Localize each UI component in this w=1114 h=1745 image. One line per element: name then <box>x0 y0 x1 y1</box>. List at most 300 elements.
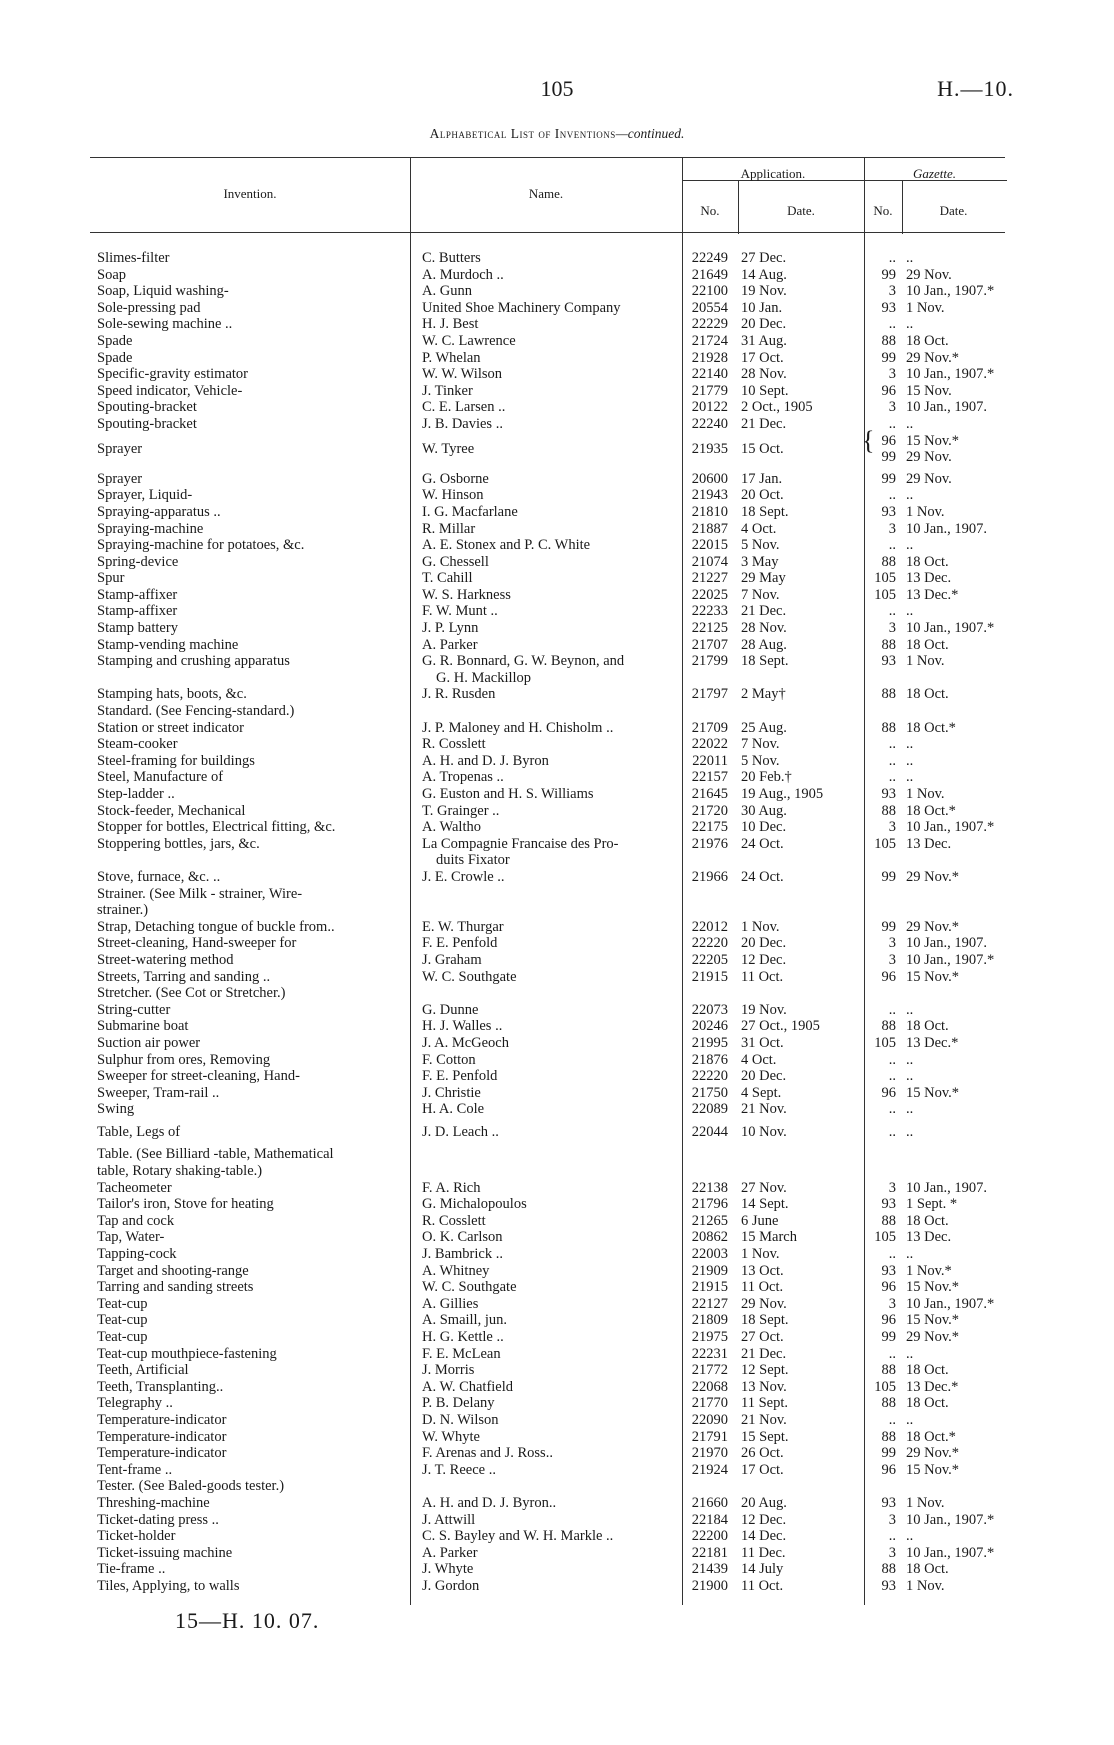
title-text: Alphabetical List of Inventions <box>429 126 616 141</box>
gazette-number-cell: 3 <box>888 935 896 952</box>
invention-cell: Spur <box>97 570 125 587</box>
invention-cell: Soap, Liquid washing- <box>97 283 229 300</box>
page-number: 105 <box>540 76 574 101</box>
gazette-number-cell: 3 <box>888 1544 896 1561</box>
gazette-date-cell: .. <box>906 537 914 554</box>
table-row <box>0 703 1114 720</box>
name-cell: A. W. Chatfield <box>422 1378 514 1395</box>
table-row <box>0 587 1114 604</box>
invention-cell: Table, Legs of <box>97 1123 181 1140</box>
brace-glyph: { <box>862 425 875 455</box>
application-number-cell: 20554 <box>691 299 728 316</box>
table-row <box>0 1412 1114 1429</box>
application-number-cell: 21975 <box>691 1329 728 1345</box>
gazette-number-cell: 88 <box>881 1212 896 1229</box>
application-number-cell: 21709 <box>691 719 728 736</box>
gazette-date-cell: 13 Dec. <box>906 1229 952 1246</box>
gazette-number-cell: 96 <box>881 1279 896 1296</box>
gazette-number-cell: 88 <box>881 686 896 703</box>
gazette-number-cell: 99 <box>881 349 896 366</box>
name-cell: D. N. Wilson <box>422 1411 499 1428</box>
gazette-date-cell: .. <box>906 736 914 753</box>
application-date-cell: 3 May <box>741 553 779 570</box>
invention-cell: Stove, furnace, &c. .. <box>97 868 221 885</box>
application-date-cell: 11 Sept. <box>741 1395 788 1412</box>
table-row <box>0 487 1114 504</box>
application-number-cell: 21796 <box>691 1196 728 1213</box>
name-cell: I. G. Macfarlane <box>422 503 518 520</box>
application-number-cell: 22229 <box>691 316 728 333</box>
application-date-cell: 21 Dec. <box>741 603 787 620</box>
gazette-number-cell: 105 <box>874 586 896 603</box>
name-cell: G. Dunne <box>422 1001 479 1018</box>
invention-cell: Tester. (See Baled-goods tester.) <box>97 1478 285 1495</box>
table-row <box>0 935 1114 952</box>
name-cell: J. Morris <box>422 1362 475 1379</box>
gazette-number-cell: 3 <box>888 951 896 968</box>
application-date-cell: 21 Dec. <box>741 1345 787 1362</box>
table-row <box>0 471 1114 488</box>
gazette-date-cell: .. <box>906 1051 914 1068</box>
gazette-date-cell: 10 Jan., 1907. <box>906 520 987 537</box>
application-date-cell: 14 Sept. <box>741 1196 789 1213</box>
invention-cell: Tailor's iron, Stove for heating <box>97 1196 274 1213</box>
application-number-cell: 22240 <box>691 415 728 432</box>
name-cell: A. Tropenas .. <box>422 769 504 786</box>
gazette-date-cell: .. <box>906 1101 914 1118</box>
gazette-date-cell: 10 Jan., 1907.* <box>906 819 995 836</box>
application-date-cell: 12 Dec. <box>741 951 787 968</box>
gazette-date-cell: 10 Jan., 1907.* <box>906 1511 995 1528</box>
application-date-cell: 15 Sept. <box>741 1428 789 1445</box>
gazette-date-cell: 10 Jan., 1907.* <box>906 1544 995 1561</box>
invention-cell: Temperature-indicator <box>97 1445 227 1462</box>
name-cell: J. B. Davies .. <box>422 415 503 432</box>
gazette-date-cell: 10 Jan., 1907.* <box>906 951 995 968</box>
gazette-number-cell: 3 <box>888 1511 896 1528</box>
name-cell: C. E. Larsen .. <box>422 399 506 416</box>
gazette-date-cell: 1 Nov. <box>906 503 945 520</box>
gazette-number-cell: .. <box>888 537 896 554</box>
application-date-cell: 13 Oct. <box>741 1262 784 1279</box>
table-row <box>0 786 1114 803</box>
application-date-cell: 17 Oct. <box>741 1461 784 1478</box>
gazette-number-cell: 105 <box>874 570 896 587</box>
application-date-cell: 21 Dec. <box>741 415 787 432</box>
gazette-date-cell: .. <box>906 415 914 432</box>
application-number-cell: 21900 <box>691 1577 728 1594</box>
name-cell: W. W. Wilson <box>422 366 502 383</box>
gazette-date-cell: 10 Jan., 1907.* <box>906 283 995 300</box>
table-row <box>0 1018 1114 1035</box>
application-date-cell: 27 Oct. <box>741 1329 784 1345</box>
application-date-cell: 24 Oct. <box>741 868 784 885</box>
name-cell: A. H. and D. J. Byron.. <box>422 1494 557 1511</box>
table-row <box>0 366 1114 383</box>
gazette-number-cell: 88 <box>881 553 896 570</box>
header-application: Application. <box>740 166 806 181</box>
name-cell: J. A. McGeoch <box>422 1034 509 1051</box>
table-row <box>0 1068 1114 1085</box>
invention-cell: Stamp battery <box>97 620 178 637</box>
application-date-cell: 31 Aug. <box>741 332 787 349</box>
gazette-date-cell: 29 Nov.* <box>906 868 960 885</box>
gazette-date-cell: .. <box>906 1246 914 1263</box>
invention-cell: Tent-frame .. <box>97 1461 173 1478</box>
gazette-number-cell: 88 <box>881 1395 896 1412</box>
invention-cell: Step-ladder .. <box>97 786 175 802</box>
gazette-date-cell: 29 Nov.* <box>906 1329 960 1345</box>
application-date-cell: 20 Feb.† <box>741 769 792 786</box>
application-number-cell: 21720 <box>691 802 728 819</box>
application-date-cell: 10 Nov. <box>741 1123 787 1140</box>
table-row <box>0 1246 1114 1263</box>
gazette-date-cell: 15 Nov.* <box>906 1312 960 1329</box>
application-date-cell: 18 Sept. <box>741 653 789 670</box>
name-cell: J. E. Crowle .. <box>422 868 505 885</box>
gazette-date-cell: .. <box>906 487 914 504</box>
application-date-cell: 7 Nov. <box>741 736 780 753</box>
application-date-cell: 29 Nov. <box>741 1295 787 1312</box>
table-row <box>0 383 1114 400</box>
gazette-number-cell: 3 <box>888 399 896 416</box>
table-row <box>0 1146 1114 1179</box>
invention-cell: Tapping-cock <box>97 1246 177 1263</box>
gazette-number-cell: .. <box>888 1123 896 1140</box>
table-row <box>0 686 1114 703</box>
application-number-cell: 21928 <box>691 349 728 366</box>
gazette-number-cell: .. <box>888 769 896 786</box>
table-row <box>0 1035 1114 1052</box>
gazette-number-cell: 99 <box>881 1329 896 1345</box>
invention-cell: Tacheometer <box>97 1179 172 1196</box>
gazette-date-cell: 10 Jan., 1907.* <box>906 620 995 637</box>
table-row <box>0 250 1114 267</box>
invention-cell: Strainer. (See Milk - strainer, Wire- <box>97 885 303 902</box>
gazette-date-cell: 18 Oct.* <box>906 802 956 819</box>
invention-cell: Street-watering method <box>97 951 234 968</box>
table-row <box>0 1395 1114 1412</box>
header-invention: Invention. <box>223 186 277 201</box>
page-title <box>0 126 1114 142</box>
name-cell: F. E. Penfold <box>422 1068 498 1085</box>
table-row <box>0 300 1114 317</box>
application-date-cell: 24 Oct. <box>741 835 784 852</box>
invention-cell: Steel-framing for buildings <box>97 752 255 769</box>
gazette-date-cell: 29 Nov. <box>906 470 952 487</box>
gazette-date-cell: 10 Jan., 1907.* <box>906 1295 995 1312</box>
gazette-number-cell: .. <box>888 250 896 266</box>
printer-signature: 15—H. 10. 07. <box>175 1608 320 1633</box>
invention-cell: Spade <box>97 349 133 366</box>
application-date-cell: 5 Nov. <box>741 752 780 769</box>
application-date-cell: 7 Nov. <box>741 586 780 603</box>
name-cell: A. Gillies <box>422 1295 479 1312</box>
name-cell: H. J. Best <box>422 316 479 333</box>
table-row <box>0 603 1114 620</box>
application-date-cell: 14 Dec. <box>741 1528 787 1545</box>
name-cell: G. Euston and H. S. Williams <box>422 786 594 802</box>
application-number-cell: 21649 <box>691 266 728 283</box>
name-cell: W. Hinson <box>422 487 484 504</box>
table-row <box>0 819 1114 836</box>
application-date-cell: 19 Aug., 1905 <box>741 786 824 802</box>
application-number-cell: 22140 <box>691 366 728 383</box>
application-number-cell: 22231 <box>691 1345 728 1362</box>
gazette-date-cell: 15 Nov. <box>906 382 952 399</box>
name-cell: F. Cotton <box>422 1051 476 1068</box>
application-date-cell: 30 Aug. <box>741 802 787 819</box>
application-number-cell: 22100 <box>691 283 728 300</box>
application-number-cell: 21943 <box>691 487 728 504</box>
gazette-date-cell: .. <box>906 1001 914 1018</box>
gazette-date-cell: 13 Dec.* <box>906 586 959 603</box>
table-row <box>0 969 1114 986</box>
application-date-cell: 15 Oct. <box>741 440 784 457</box>
gazette-date-cell: .. <box>906 1528 914 1545</box>
application-date-cell: 19 Nov. <box>741 283 787 300</box>
invention-cell: Spouting-bracket <box>97 415 197 432</box>
gazette-date-cell: 1 Nov. <box>906 653 945 670</box>
gazette-number-cell: 88 <box>881 1428 896 1445</box>
application-number-cell: 21976 <box>691 835 728 852</box>
invention-cell: Street-cleaning, Hand-sweeper for <box>97 935 297 952</box>
invention-cell: Speed indicator, Vehicle- <box>97 382 243 399</box>
table-top-rule <box>90 157 1005 158</box>
application-date-cell: 13 Nov. <box>741 1378 787 1395</box>
table-row <box>0 869 1114 886</box>
table-row <box>0 521 1114 538</box>
name-cell: H. J. Walles .. <box>422 1018 503 1035</box>
application-number-cell: 21074 <box>691 553 728 570</box>
gazette-number-cell: 96 <box>881 1461 896 1478</box>
application-number-cell: 22073 <box>691 1001 728 1018</box>
application-date-cell: 1 Nov. <box>741 918 780 935</box>
application-number-cell: 22090 <box>691 1411 728 1428</box>
invention-cell: Spraying-machine <box>97 520 204 537</box>
application-date-cell: 25 Aug. <box>741 719 787 736</box>
name-cell: W. Tyree <box>422 440 475 457</box>
invention-cell: Stopper for bottles, Electrical fitting, &c. <box>97 819 336 836</box>
name-cell: H. G. Kettle .. <box>422 1329 504 1345</box>
gazette-number-cell: 96 <box>881 432 896 449</box>
gazette-number-cell: .. <box>888 1001 896 1018</box>
gazette-date-cell: 18 Oct.* <box>906 719 956 736</box>
invention-cell-cont: table, Rotary shaking-table.) <box>97 1163 263 1180</box>
name-cell: E. W. Thurgar <box>422 918 504 935</box>
table-row <box>0 1180 1114 1197</box>
gazette-date-cell: .. <box>906 752 914 769</box>
gazette-number-cell: .. <box>888 736 896 753</box>
table-row <box>0 1462 1114 1479</box>
application-number-cell: 22138 <box>691 1179 728 1196</box>
invention-cell: Sprayer <box>97 440 143 457</box>
invention-cell: Sprayer <box>97 470 143 487</box>
application-date-cell: 2 May† <box>741 686 786 703</box>
invention-cell: Swing <box>97 1101 135 1118</box>
gazette-date-cell: 1 Nov. <box>906 1494 945 1511</box>
table-row <box>0 1052 1114 1069</box>
gazette-date-cell: .. <box>906 1411 914 1428</box>
application-number-cell: 22012 <box>691 918 728 935</box>
gazette-date-cell: .. <box>906 1068 914 1085</box>
name-cell: F. E. Penfold <box>422 935 498 952</box>
name-cell: A. Waltho <box>422 819 481 836</box>
application-date-cell: 27 Dec. <box>741 250 787 266</box>
gazette-number-cell: 93 <box>881 299 896 316</box>
gazette-number-cell: 105 <box>874 1034 896 1051</box>
name-cell: P. Whelan <box>422 349 481 366</box>
application-date-cell: 4 Sept. <box>741 1084 782 1101</box>
application-number-cell: 21772 <box>691 1362 728 1379</box>
table-row <box>0 1545 1114 1562</box>
table-row <box>0 1528 1114 1545</box>
application-number-cell: 21887 <box>691 520 728 537</box>
table-row <box>0 1329 1114 1346</box>
application-date-cell: 28 Nov. <box>741 366 787 383</box>
gazette-number-cell: 3 <box>888 366 896 383</box>
application-number-cell: 21876 <box>691 1051 728 1068</box>
application-number-cell: 21439 <box>691 1561 728 1578</box>
name-cell: A. Parker <box>422 1544 478 1561</box>
invention-cell: Ticket-holder <box>97 1528 176 1545</box>
gazette-date-cell: 15 Nov.* <box>906 1279 960 1296</box>
application-date-cell: 10 Sept. <box>741 382 789 399</box>
gazette-date-cell: 15 Nov.* <box>906 968 960 985</box>
application-date-cell: 18 Sept. <box>741 503 789 520</box>
gazette-date-cell: 29 Nov.* <box>906 349 960 366</box>
application-number-cell: 21227 <box>691 570 728 587</box>
invention-cell: Stamping and crushing apparatus <box>97 653 290 670</box>
gazette-number-cell: 88 <box>881 332 896 349</box>
header-gaz-no: No. <box>873 203 893 218</box>
application-number-cell: 22220 <box>691 1068 728 1085</box>
gazette-date-cell: 15 Nov.* <box>906 1084 960 1101</box>
table-row <box>0 620 1114 637</box>
invention-cell: Stamp-affixer <box>97 603 178 620</box>
invention-cell: Spraying-apparatus .. <box>97 503 221 520</box>
invention-list <box>0 250 1114 1595</box>
table-row <box>0 1312 1114 1329</box>
gazette-number-cell: 3 <box>888 819 896 836</box>
gazette-date-cell: 1 Nov. <box>906 299 945 316</box>
application-number-cell: 22205 <box>691 951 728 968</box>
gazette-number-cell: 99 <box>881 449 896 466</box>
invention-cell: Tiles, Applying, to walls <box>97 1577 240 1594</box>
table-row <box>0 1101 1114 1118</box>
gazette-date-cell: 10 Jan., 1907. <box>906 1179 987 1196</box>
gazette-number-cell: .. <box>888 603 896 620</box>
invention-cell: Sole-sewing machine .. <box>97 316 233 333</box>
invention-cell: Teeth, Transplanting.. <box>97 1378 224 1395</box>
gazette-number-cell: .. <box>888 1246 896 1263</box>
application-date-cell: 20 Oct. <box>741 487 784 504</box>
application-number-cell: 21660 <box>691 1494 728 1511</box>
name-cell: J. P. Maloney and H. Chisholm .. <box>422 719 614 736</box>
application-date-cell: 18 Sept. <box>741 1312 789 1329</box>
application-date-cell: 1 Nov. <box>741 1246 780 1263</box>
table-row <box>0 1196 1114 1213</box>
table-row <box>0 399 1114 416</box>
name-cell: F. W. Munt .. <box>422 603 498 620</box>
name-cell: G. R. Bonnard, G. W. Beynon, and <box>422 653 625 670</box>
application-date-cell: 21 Nov. <box>741 1101 787 1118</box>
table-row <box>0 769 1114 786</box>
gazette-date-cell: 13 Dec.* <box>906 1034 959 1051</box>
gazette-number-cell: .. <box>888 1051 896 1068</box>
gazette-number-cell: .. <box>888 1411 896 1428</box>
name-cell: United Shoe Machinery Company <box>422 299 621 316</box>
table-row <box>0 985 1114 1002</box>
table-row <box>0 886 1114 919</box>
table-row <box>0 425 1114 471</box>
application-date-cell: 27 Oct., 1905 <box>741 1018 820 1035</box>
table-row <box>0 333 1114 350</box>
gazette-number-cell: 96 <box>881 382 896 399</box>
title-continued: —continued. <box>615 126 685 141</box>
gazette-number-cell: 88 <box>881 636 896 653</box>
application-date-cell: 31 Oct. <box>741 1034 784 1051</box>
application-number-cell: 22025 <box>691 586 728 603</box>
application-number-cell: 20246 <box>691 1018 728 1035</box>
invention-cell: Sprayer, Liquid- <box>97 487 193 504</box>
name-cell: A. Smaill, jun. <box>422 1312 507 1329</box>
name-cell: G. Michalopoulos <box>422 1196 527 1213</box>
gazette-number-cell: 3 <box>888 520 896 537</box>
invention-cell: Stretcher. (See Cot or Stretcher.) <box>97 985 286 1002</box>
gazette-date-cell: 1 Sept. * <box>906 1196 958 1213</box>
invention-cell: Steel, Manufacture of <box>97 769 224 786</box>
invention-cell: Spade <box>97 332 133 349</box>
gazette-number-cell: 99 <box>881 918 896 935</box>
table-row <box>0 653 1114 686</box>
gazette-date-cell: 13 Dec.* <box>906 1378 959 1395</box>
table-row <box>0 1213 1114 1230</box>
name-cell: J. Graham <box>422 951 482 968</box>
invention-cell: Steam-cooker <box>97 736 178 753</box>
application-number-cell: 22044 <box>691 1123 728 1140</box>
gazette-date-cell: .. <box>906 1123 914 1140</box>
table-row <box>0 1279 1114 1296</box>
table-row <box>0 1296 1114 1313</box>
gazette-number-cell: 93 <box>881 1494 896 1511</box>
invention-cell: Sulphur from ores, Removing <box>97 1051 271 1068</box>
invention-cell: Stamping hats, boots, &c. <box>97 686 247 703</box>
table-row <box>0 416 1114 433</box>
application-number-cell: 22127 <box>691 1295 728 1312</box>
table-row <box>0 1229 1114 1246</box>
application-date-cell: 2 Oct., 1905 <box>741 399 813 416</box>
gazette-date-cell: 18 Oct. <box>906 636 949 653</box>
application-number-cell: 21935 <box>691 440 728 457</box>
table-row <box>0 316 1114 333</box>
invention-cell: Soap <box>97 266 126 283</box>
gazette-date-cell: 10 Jan., 1907.* <box>906 366 995 383</box>
gazette-number-cell: 96 <box>881 1084 896 1101</box>
name-cell: J. Whyte <box>422 1561 474 1578</box>
gazette-number-cell: .. <box>888 415 896 432</box>
gazette-date-cell: 10 Jan., 1907. <box>906 935 987 952</box>
application-number-cell: 22003 <box>691 1246 728 1263</box>
name-cell: T. Grainger .. <box>422 802 500 819</box>
gazette-number-cell: 88 <box>881 1362 896 1379</box>
application-date-cell: 4 Oct. <box>741 1051 777 1068</box>
application-date-cell: 6 June <box>741 1212 779 1229</box>
table-row <box>0 720 1114 737</box>
gazette-date-cell: 13 Dec. <box>906 835 952 852</box>
gazette-number-cell: 3 <box>888 1179 896 1196</box>
gazette-date-cell: 15 Nov.* <box>906 1461 960 1478</box>
